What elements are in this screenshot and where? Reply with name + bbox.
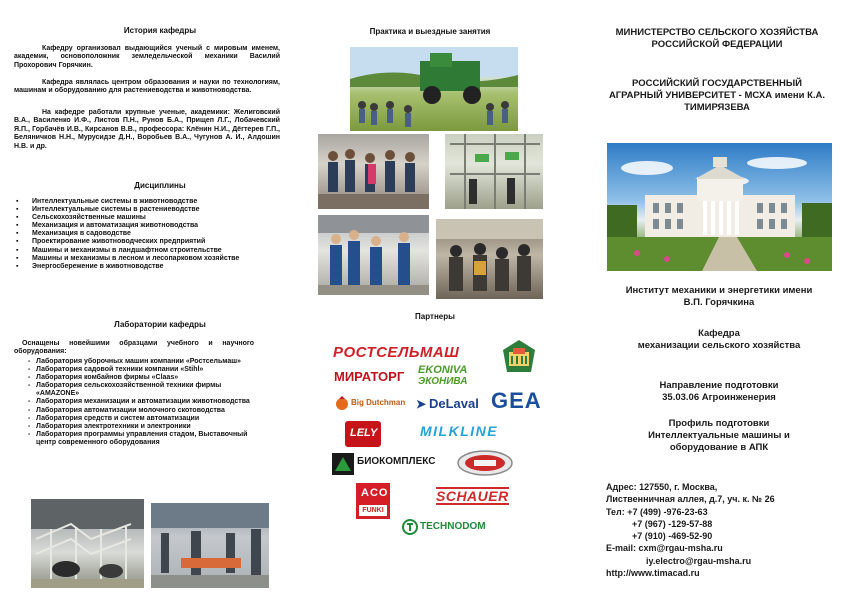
practice-photo-indoor-group [436, 219, 543, 299]
ekoniva-logo-subtext: ЭКОНИВА [418, 376, 468, 387]
delaval-logo-text: DeLaval [429, 396, 479, 411]
bigdutchman-logo [334, 394, 406, 412]
discipline-item: ▪ Машины и механизмы в ландшафтном строительстве [14, 247, 244, 255]
lab-item: - Лаборатория садовой техники компании «Stihl» [6, 366, 258, 374]
phone-1: Тел: +7 (499) -976-23-63 [606, 506, 708, 517]
lely-logo-text: LELY [350, 427, 378, 439]
history-paragraph-2: Кафедра являлась центром образования и науки по технологиям, машинам и оборудованию для растениеводства и животноводства. [14, 79, 280, 95]
labs-intro: Оснащены новейшими образцами учебного и научного оборудования: [14, 340, 254, 356]
biokompleks-logo [332, 452, 436, 476]
address-line-2: Лиственничная аллея, д.7, уч. к. № 26 [606, 494, 775, 505]
lab-item: - Лаборатория электротехники и электроники [6, 423, 258, 431]
schauer-logo: SCHAUER [436, 488, 509, 504]
discipline-item: ▪ Сельскохозяйственные машины [14, 214, 244, 222]
department-label: Кафедра [698, 328, 740, 339]
discipline-item: ▪ Проектирование животноводческих предприятий [14, 238, 244, 246]
history-paragraph-3: На кафедре работали крупные ученые, академики: Желиговский В.А., Василенко И.Ф., Листов П.Н., Рунов Б.А., Прищеп Л.Г., Лобачевский Я.П., Горбачёв И.В., Кирсанов В.В., профессора: Клёнин Н.И., Дёгтерев Г.П., Беляничков Н.Н., Мурусидзе Д.Н., Воробьев В.А., Чугунов А. И., Алдошин Н.В. и др. [14, 109, 280, 150]
profile-value: Интеллектуальные машины и оборудование в АПК [648, 430, 790, 453]
ministry-title: МИНИСТЕРСТВО СЕЛЬСКОГО ХОЗЯЙСТВА РОССИЙСКОЙ ФЕДЕРАЦИИ [615, 27, 819, 50]
phone-2: +7 (967) -129-57-88 [632, 518, 713, 529]
lab-photo-equipment-room [151, 503, 269, 588]
profile-label: Профиль подготовки [668, 418, 770, 429]
disciplines-list [14, 198, 244, 271]
discipline-item: ▪ Механизация в садоводстве [14, 230, 244, 238]
university-building-photo [607, 143, 832, 271]
funki-logo-text: FUNKI [359, 505, 387, 516]
discipline-item: ▪ Интеллектуальные системы в растениеводстве [14, 206, 244, 214]
direction-value: 35.03.06 Агроинженерия [662, 392, 776, 403]
phone-3: +7 (910) -469-52-90 [632, 531, 713, 542]
ekoniva-logo-text: EKONIVA [418, 364, 468, 376]
history-paragraph-1: Кафедру организовал выдающийся ученый с мировым именем, академик, основоположник земледельческой механики Василий Прохорович Горячкин. [14, 45, 280, 69]
partners-title: Партнеры [415, 312, 455, 321]
address-line-1: Адрес: 127550, г. Москва, [606, 482, 718, 492]
technodom-circle-icon [402, 519, 418, 535]
delaval-logo [416, 395, 486, 413]
rostselmash-logo: РОСТСЕЛЬМАШ [333, 344, 460, 361]
disciplines-title: Дисциплины [134, 181, 186, 190]
labs-list [6, 358, 258, 447]
discipline-item: ▪ Машины и механизмы в лесном и лесопарковом хозяйстве [14, 255, 244, 263]
discipline-item: ▪ Механизация и автоматизация животноводства [14, 222, 244, 230]
email-1: E-mail: cxm@rgau-msha.ru [606, 543, 723, 554]
practice-photo-workers-blue [318, 215, 429, 295]
delaval-arrow-icon: ➤ [416, 397, 427, 411]
ekoniva-logo [418, 365, 467, 387]
oval-partner-logo [456, 449, 514, 477]
discipline-item: ▪ Энергосбережение в животноводстве [14, 263, 244, 271]
milkline-logo: MILKLINE [420, 423, 499, 439]
history-title: История кафедры [123, 26, 197, 35]
institute-name: Институт механики и энергетики имени В.П. Горячкина [625, 285, 813, 308]
email-2: iy.electro@rgau-msha.ru [646, 555, 752, 566]
practice-photo-harvester [350, 47, 518, 131]
lab-item: - Лаборатория уборочных машин компании «Ростсельмаш» [6, 358, 258, 366]
discipline-item: ▪ Интеллектуальные системы в животноводстве [14, 198, 244, 206]
technodom-logo-text: TECHNODOM [420, 521, 486, 532]
aco-funki-logo [356, 483, 390, 519]
bigdutchman-logo-text: Big Dutchman [351, 398, 406, 407]
labs-title: Лаборатории кафедры [114, 320, 206, 329]
biokompleks-mark-icon [332, 453, 354, 475]
practice-title: Практика и выездные занятия [369, 27, 491, 36]
lab-item: - Лаборатория механизации и автоматизации животноводства [6, 398, 258, 406]
practice-photo-milking-parlor [445, 134, 543, 209]
university-emblem-logo [499, 338, 539, 376]
miratorg-logo: МИРАТОРГ [334, 369, 405, 384]
gea-logo: GEA [491, 388, 542, 413]
bigdutchman-hen-icon [334, 395, 350, 411]
lab-item: - Лаборатория автоматизации молочного скотоводства [6, 407, 258, 415]
lely-logo [345, 421, 381, 447]
biokompleks-logo-text: БИОКОМПЛЕКС [357, 456, 436, 467]
lab-item: - Лаборатория сельскохозяйственной техники фирмы «AMAZONE» [6, 382, 258, 398]
technodom-logo [402, 517, 502, 537]
contacts-block [606, 481, 775, 579]
practice-photo-group-outdoor [318, 134, 429, 209]
lab-item: - Лаборатория средств и систем автоматизации [6, 415, 258, 423]
website-link[interactable]: http://www.timacad.ru [606, 568, 700, 579]
university-title: РОССИЙСКИЙ ГОСУДАРСТВЕННЫЙ АГРАРНЫЙ УНИВЕРСИТЕТ - МСХА имени К.А. ТИМИРЯЗЕВА [608, 78, 826, 113]
lab-item: - Лаборатория программы управления стадом, Выставочный центр современного оборудования [6, 431, 258, 447]
direction-label: Направление подготовки [659, 380, 779, 391]
department-name: механизации сельского хозяйства [637, 340, 801, 351]
lab-item: - Лаборатория комбайнов фирмы «Claas» [6, 374, 258, 382]
aco-logo-text: ACO [361, 487, 389, 499]
lab-photo-cattle-stalls [31, 499, 144, 588]
